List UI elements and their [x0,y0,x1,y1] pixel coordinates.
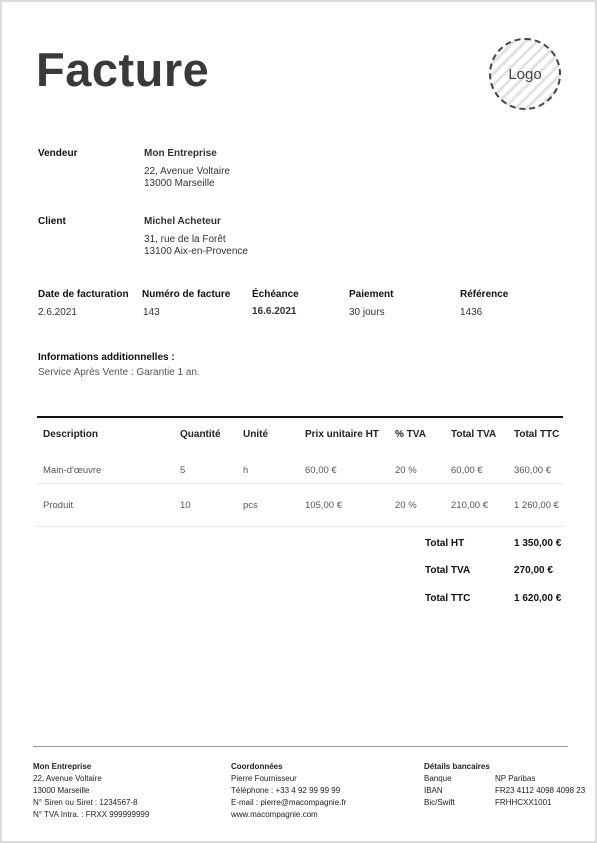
invoice-number-label: Numéro de facture [142,289,231,300]
row1-vat-total: 60,00 € [451,465,483,476]
row2-unit-price: 105,00 € [305,500,342,511]
row1-quantity: 5 [180,465,186,476]
footer-contact-line: Pierre Fournisseur [231,774,297,783]
total-vat-value: 270,00 € [514,565,553,576]
invoice-title: Facture [36,43,210,96]
row2-description: Produit [43,500,74,511]
invoice-date-label: Date de facturation [38,289,129,300]
row1-vat-rate: 20 % [395,465,417,476]
row1-unit-price: 60,00 € [305,465,337,476]
footer-contact [231,761,346,821]
bank-value: NP Paribas [495,774,536,783]
additional-info-text: Service Après Vente : Garantie 1 an. [38,367,200,378]
total-ttc-value: 1 620,00 € [514,593,562,604]
footer-rule [33,746,568,747]
row2-unit: pcs [243,500,258,511]
client-address-line2: 13100 Aix-en-Provence [144,246,248,257]
col-header-unit-price: Prix unitaire HT [305,429,379,440]
additional-info-label: Informations additionnelles : [38,352,175,363]
row-divider [37,483,563,484]
client-label: Client [38,216,66,227]
reference-value: 1436 [460,307,483,318]
table-top-rule [37,416,563,418]
seller-name: Mon Entreprise [144,148,217,159]
row2-quantity: 10 [180,500,191,511]
due-date-label: Échéance [252,289,299,300]
col-header-vat-rate: % TVA [395,429,426,440]
client-name: Michel Acheteur [144,216,221,227]
footer-company [33,761,149,821]
invoice-date-value: 2.6.2021 [38,307,77,318]
row-divider [37,526,563,527]
row1-description: Main-d'œuvre [43,465,102,476]
bank-key: Bic/Swift [424,798,455,807]
payment-label: Paiement [349,289,394,300]
footer-company-line: 13000 Marseille [33,786,90,795]
invoice-number-value: 143 [143,307,160,318]
footer-company-line: N° Siren ou Siret : 1234567-8 [33,798,138,807]
row2-vat-rate: 20 % [395,500,417,511]
footer-bank-keys [424,773,455,809]
seller-address-line2: 13000 Marseille [144,178,215,189]
bank-value: FR23 4112 4098 4098 23 [495,786,586,795]
client-address-line1: 31, rue de la Forêt [144,234,226,245]
footer-bank-title: Détails bancaires [424,762,490,771]
footer-bank-values [495,773,585,809]
total-ht-value: 1 350,00 € [514,538,562,549]
bank-value: FRHHCXX1001 [495,798,552,807]
bank-key: Banque [424,774,452,783]
col-header-vat-total: Total TVA [451,429,497,440]
seller-label: Vendeur [38,148,78,159]
seller-address-line1: 22, Avenue Voltaire [144,166,230,177]
row1-total-ttc: 360,00 € [514,465,551,476]
col-header-total-ttc: Total TTC [514,429,560,440]
footer-company-name: Mon Entreprise [33,762,92,771]
logo-placeholder [489,38,561,110]
total-vat-label: Total TVA [425,565,471,576]
row2-vat-total: 210,00 € [451,500,488,511]
footer-contact-title: Coordonnées [231,762,283,771]
total-ttc-label: Total TTC [425,593,471,604]
footer-company-line: N° TVA Intra. : FRXX 999999999 [33,810,150,819]
reference-label: Référence [460,289,509,300]
col-header-unit: Unité [243,429,268,440]
bank-key: IBAN [424,786,443,795]
payment-value: 30 jours [349,307,385,318]
logo-text: Logo [508,65,542,83]
col-header-quantity: Quantité [180,429,221,440]
footer-bank [424,761,490,773]
row2-total-ttc: 1 260,00 € [514,500,559,511]
due-date-value: 16.6.2021 [252,306,297,317]
total-ht-label: Total HT [425,538,465,549]
footer-contact-email[interactable]: E-mail : pierre@macompagnie.fr [231,798,347,807]
col-header-description: Description [43,429,99,440]
row1-unit: h [243,465,249,476]
footer-contact-line: Téléphone : +33 4 92 99 99 99 [231,786,341,795]
footer-company-line: 22, Avenue Voltaire [33,774,102,783]
footer-contact-website[interactable]: www.macompagnie.com [231,810,318,819]
